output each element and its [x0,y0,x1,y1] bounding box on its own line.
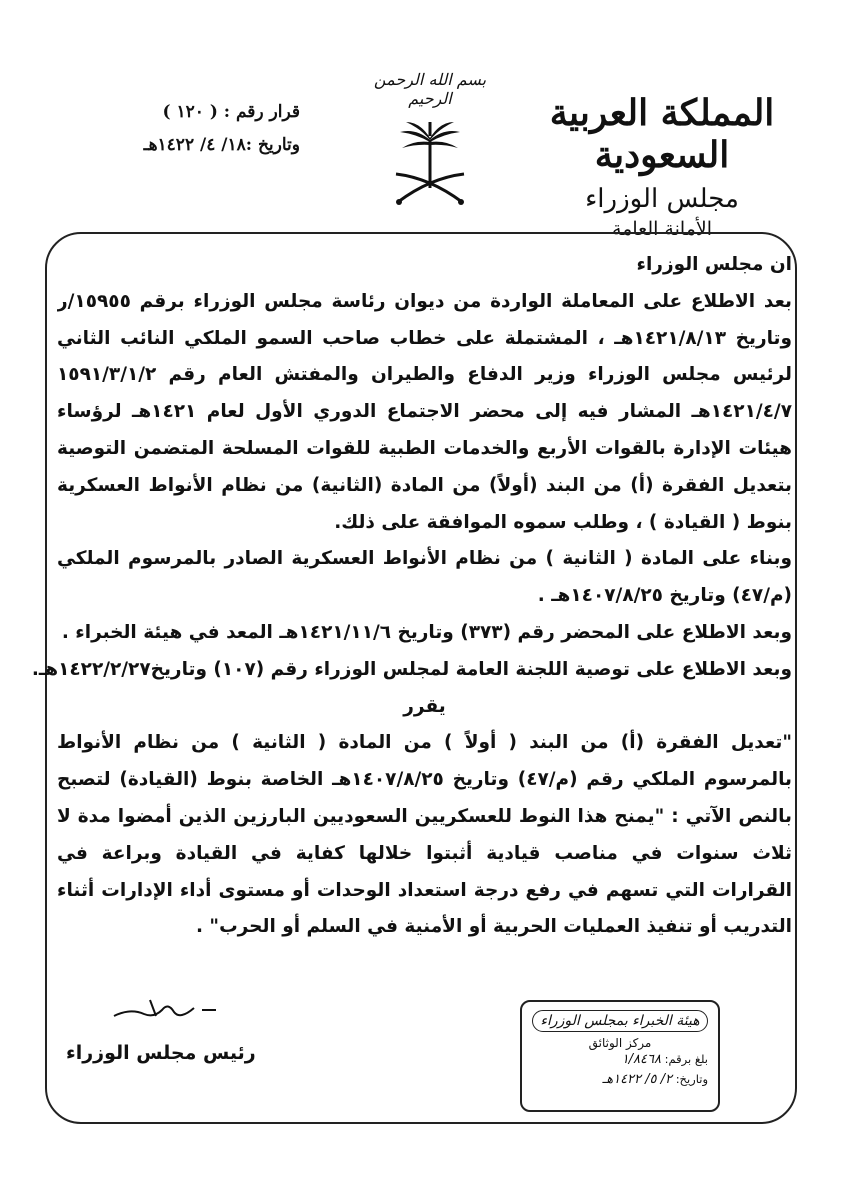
body-line: ان مجلس الوزراء [636,254,792,275]
council-title: مجلس الوزراء [585,184,739,214]
body-line: بنوط ( القيادة ) ، وطلب سموه الموافقة على ذلك. [334,511,792,533]
stamp-title: هيئة الخبراء بمجلس الوزراء [532,1010,708,1032]
body-line: هيئات الإدارة بالقوات الأربع والخدمات الطبية للقوات المسلحة المتضمن التوصية [57,437,792,459]
body-line: وبناء على المادة ( الثانية ) من نظام الأنواط العسكرية الصادر بالمرسوم الملكي [57,548,792,570]
signature [110,990,220,1030]
body-line: (م/٤٧) وتاريخ ١٤٠٧/٨/٢٥هـ . [537,585,792,607]
decision-date: وتاريخ :١٨/ ٤/ ١٤٢٢هـ [143,135,300,155]
body-line: ١٤٢١/٤/٧هـ المشار فيه إلى محضر الاجتماع الدوري الأول لعام ١٤٢١هـ لرؤساء [57,401,792,423]
stamp-ref-label: بلغ برقم: [664,1052,708,1066]
stamp-date-label: وتاريخ: [675,1072,708,1086]
body-line: بتعديل الفقرة (أ) من البند (أولاً) من المادة (الثانية) من نظام الأنواط العسكرية [57,474,792,496]
secretariat-title: الأمانة العامة [612,218,712,240]
stamp-date-row [522,1072,718,1092]
body-line: بالمرسوم الملكي رقم (م/٤٧) وتاريخ ١٤٠٧/٨/٢٥هـ الخاصة بنوط (القيادة) لتصبح [57,769,792,791]
stamp-ref-value: ١/٨٤٦٨ [621,1052,661,1067]
body-line: التدريب أو تنفيذ العمليات الحربية أو الأمنية في السلم أو الحرب" . [195,916,792,938]
resolution-heading: يقرر [403,695,446,717]
emblem-block [355,70,505,208]
body-line: ثلاث سنوات في مناصب قيادية أثبتوا خلالها كفاية في القيادة وبراعة في [57,842,792,864]
body-line: لرئيس مجلس الوزراء وزير الدفاع والطيران والمفتش العام رقم ١٥٩١/٣/١/٢ [57,364,792,386]
decision-number: قرار رقم : ( ١٢٠ ) [162,102,300,122]
body-line: "تعديل الفقرة (أ) من البند ( أولاً ) من المادة ( الثانية ) من نظام الأنواط [57,732,792,754]
body-line: القرارات التي تسهم في رفع درجة استعداد الوحدات أو مستوى أداء الإدارات أثناء [57,879,792,901]
body-line: وبعد الاطلاع على توصية اللجنة العامة لمجلس الوزراء رقم (١٠٧) وتاريخ١٤٢٢/٢/٢٧هـ. [31,658,792,680]
palm-swords-emblem-icon [390,118,470,208]
basmala: بسم الله الرحمن الرحيم [373,70,487,108]
body-line: بالنص الآتي : "يمنح هذا النوط للعسكريين السعوديين البارزين الذين أمضوا مدة لا [57,805,792,827]
stamp-ref-row [522,1052,718,1072]
stamp-department: مركز الوثائق [588,1036,652,1050]
experts-stamp [520,1000,720,1112]
kingdom-title: المملكة العربية السعودية [549,92,775,176]
body-line: بعد الاطلاع على المعاملة الواردة من ديوان رئاسة مجلس الوزراء برقم ١٥٩٥٥/ر [57,290,792,312]
body-line: وبعد الاطلاع على المحضر رقم (٣٧٣) وتاريخ ١٤٢١/١١/٦هـ المعد في هيئة الخبراء . [61,621,792,643]
decree-body [31,247,792,946]
stamp-date-value: ٢/ ٥/ ١٤٢٢هـ [602,1072,673,1087]
body-line: وتاريخ ١٤٢١/٨/١٣هـ ، المشتملة على خطاب صاحب السمو الملكي النائب الثاني [57,327,792,349]
decision-info [70,102,300,168]
signer-title: رئيس مجلس الوزراء [66,1042,256,1064]
letterhead [512,92,812,240]
